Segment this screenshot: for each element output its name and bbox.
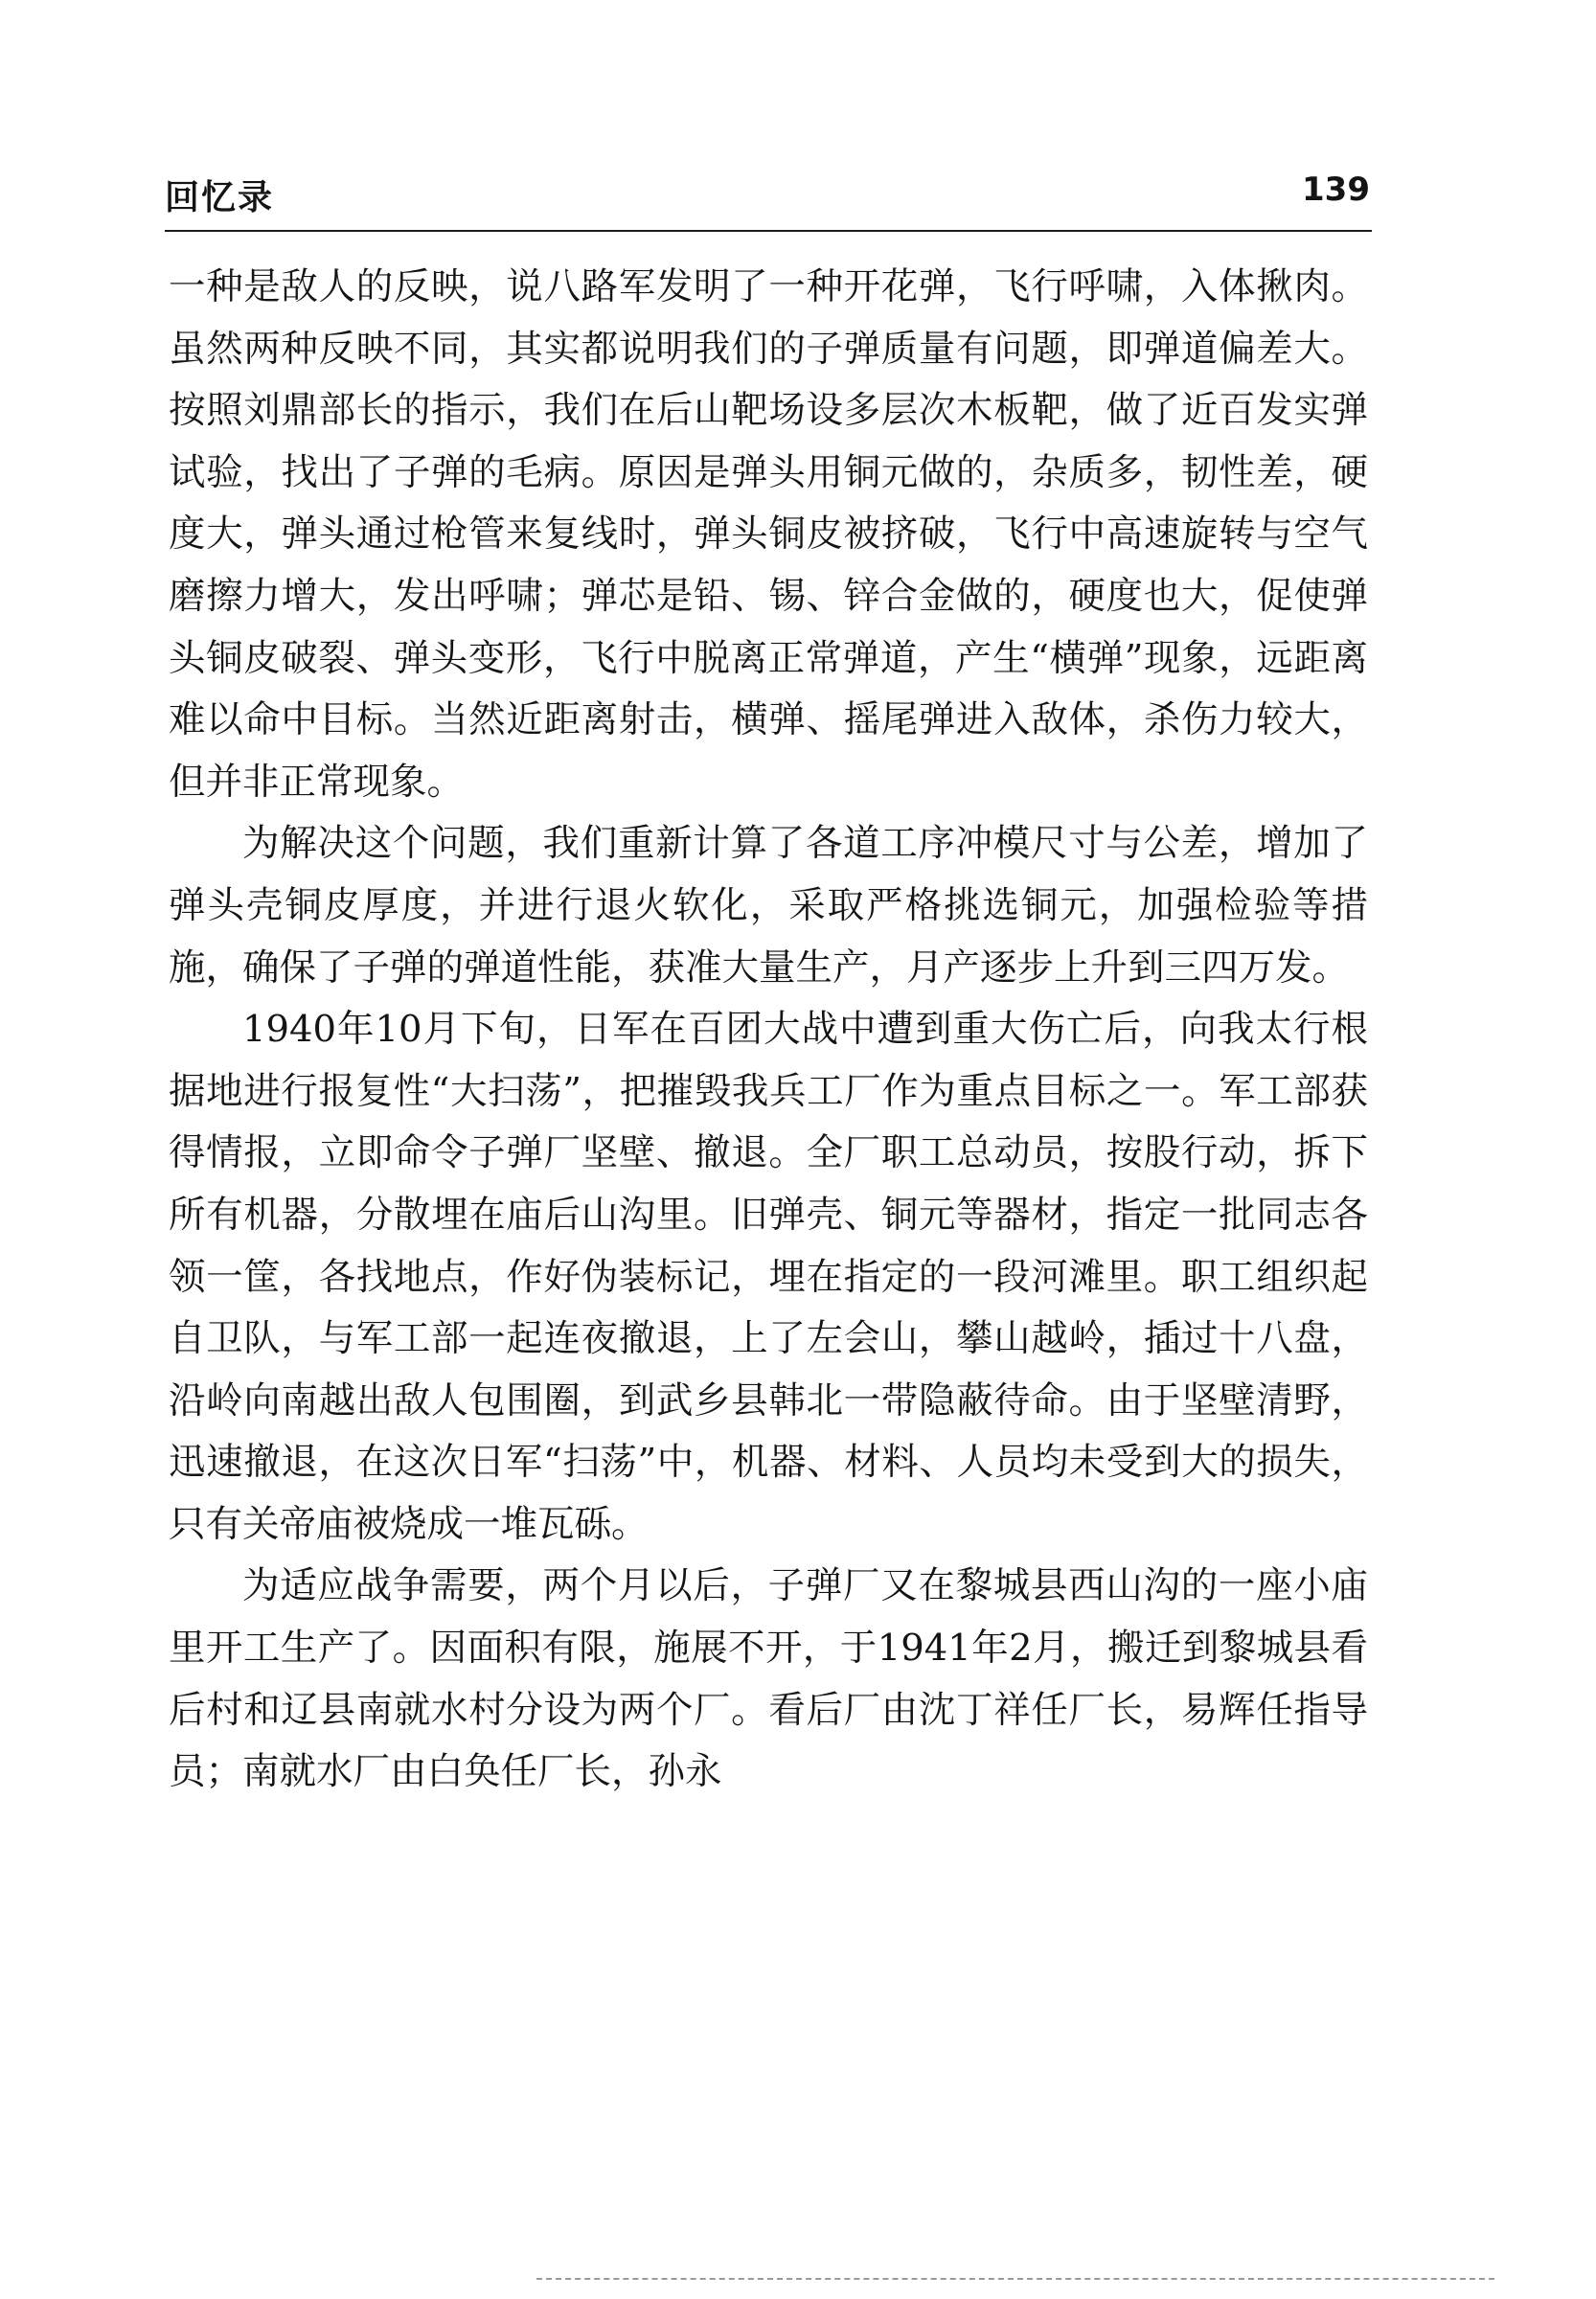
paragraph: 1940年10月下旬，日军在百团大战中遭到重大伤亡后，向我太行根据地进行报复性“大扫荡”，把摧毁我兵工厂作为重点目标之一。军工部获得情报，立即命令子弹厂坚壁、撤退。全厂职工总动员，按股行动，拆下所有机器，分散埋在庙后山沟里。旧弹壳、铜元等器材，指定一批同志各领一筐，各找地点，作好伪装标记，埋在指定的一段河滩里。职工组织起自卫队，与军工部一起连夜撤退，上了左会山，攀山越岭，插过十八盘，沿岭向南越出敌人包围圈，到武乡县韩北一带隐蔽待命。由于坚壁清野，迅速撤退，在这次日军“扫荡”中，机器、材料、人员均未受到大的损失，只有关帝庙被烧成一堆瓦砾。: [169, 1008, 1368, 1546]
header-rule: [165, 230, 1372, 232]
running-title: 回忆录: [165, 178, 275, 217]
paragraph: 为解决这个问题，我们重新计算了各道工序冲模尺寸与公差，增加了弹头壳铜皮厚度，并进行退火软化，采取严格挑选铜元，加强检验等措施，确保了子弹的弹道性能，获准大量生产，月产逐步上升到三四万发。: [169, 822, 1368, 990]
page-header: [165, 171, 1370, 228]
body-text: [169, 257, 1368, 1804]
paragraph: 为适应战争需要，两个月以后，子弹厂又在黎城县西山沟的一座小庙里开工生产了。因面积有限，施展不开，于1941年2月，搬迁到黎城县看后村和辽县南就水村分设为两个厂。看后厂由沈丁祥任厂长，易辉任指导员；南就水厂由白奂任厂长，孙永: [169, 1564, 1368, 1794]
scan-edge-marks: [536, 2278, 1494, 2280]
page-number: 139: [1302, 171, 1370, 209]
paragraph-continued: 一种是敌人的反映，说八路军发明了一种开花弹，飞行呼啸，入体揪肉。虽然两种反映不同，其实都说明我们的子弹质量有问题，即弹道偏差大。按照刘鼎部长的指示，我们在后山靶场设多层次木板靶，做了近百发实弹试验，找出了子弹的毛病。原因是弹头用铜元做的，杂质多，韧性差，硬度大，弹头通过枪管来复线时，弹头铜皮被挤破，飞行中高速旋转与空气磨擦力增大，发出呼啸；弹芯是铅、锡、锌合金做的，硬度也大，促使弹头铜皮破裂、弹头变形，飞行中脱离正常弹道，产生“横弹”现象，远距离难以命中目标。当然近距离射击，横弹、摇尾弹进入敌体，杀伤力较大，但并非正常现象。: [169, 265, 1368, 804]
